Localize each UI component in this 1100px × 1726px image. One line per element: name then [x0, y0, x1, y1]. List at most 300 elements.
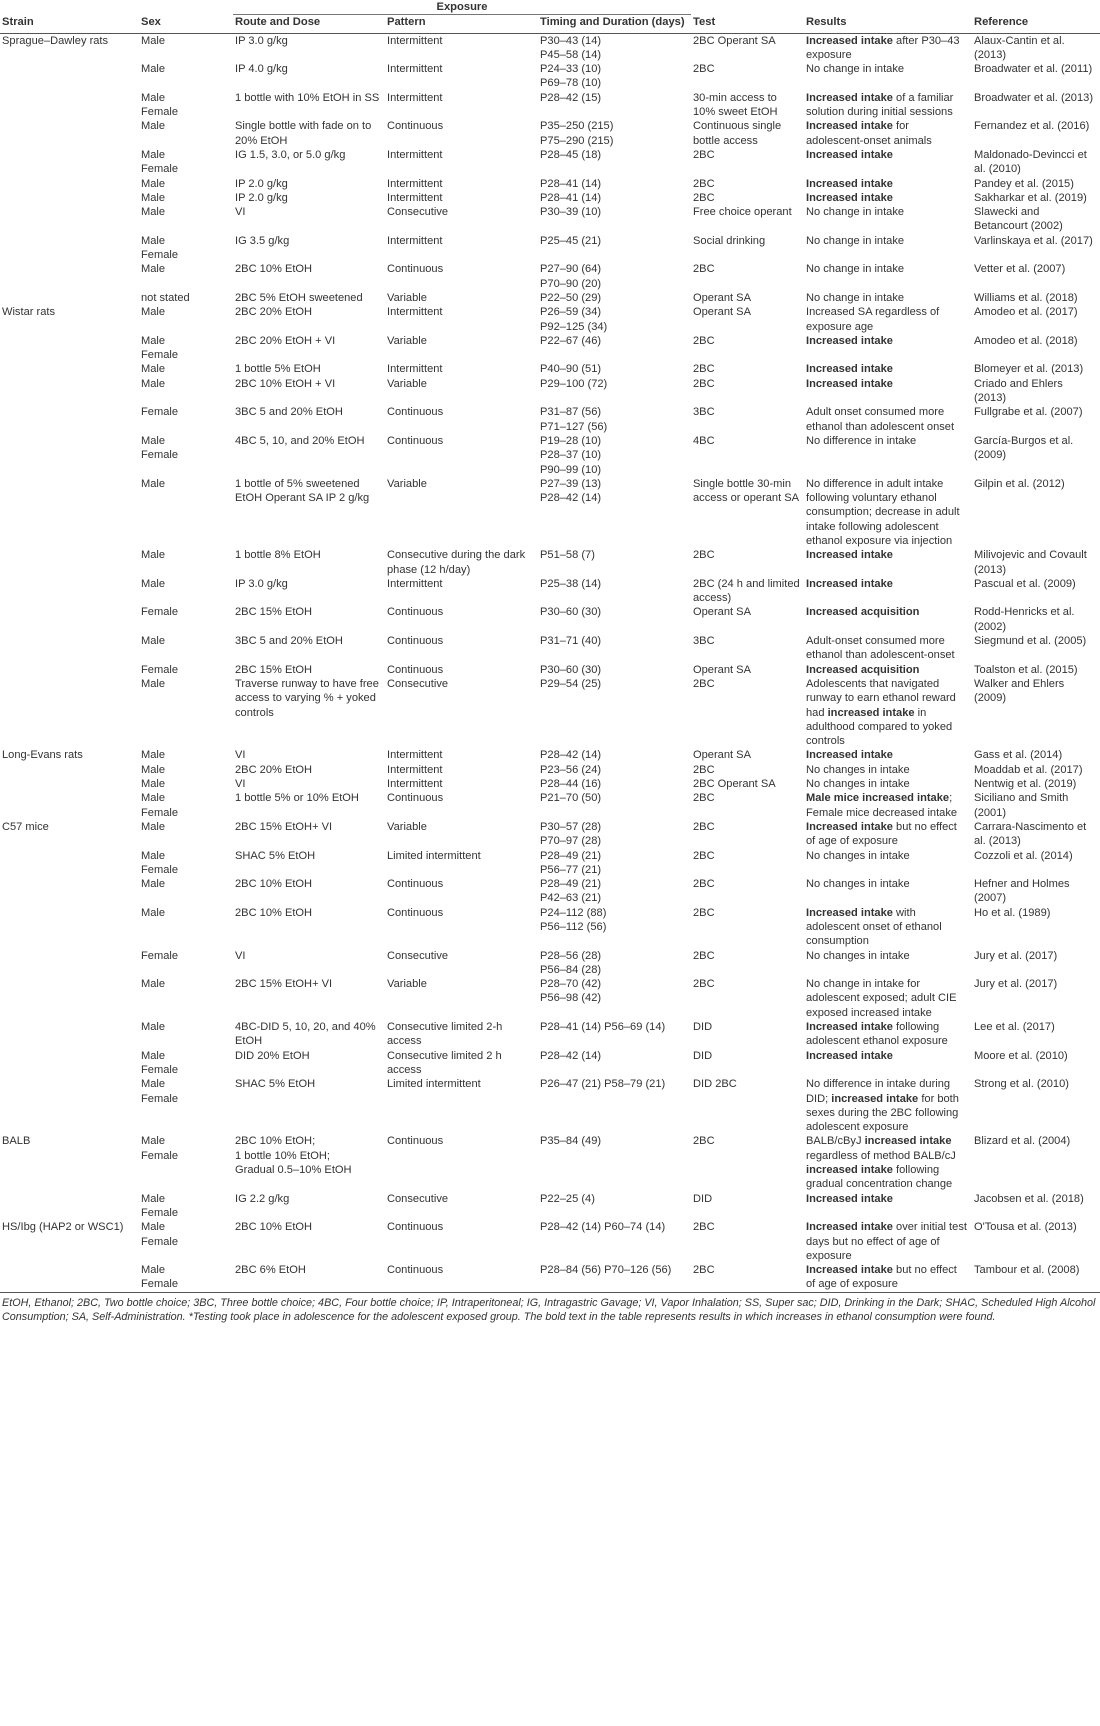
cell-timing: P24–112 (88) P56–112 (56)	[540, 906, 607, 933]
cell-results	[804, 977, 972, 1020]
cell-pattern: Intermittent	[387, 63, 443, 76]
cell-strain: HS/Ibg (HAP2 or WSC1)	[2, 1221, 124, 1234]
cell-test: 2BC	[693, 1221, 715, 1234]
cell-strain	[0, 1077, 139, 1134]
cell-results	[804, 577, 972, 606]
cell-reference: Jury et al. (2017)	[974, 978, 1058, 991]
cell-route: VI	[235, 749, 246, 762]
cell-timing: P28–84 (56) P70–126 (56)	[540, 1264, 672, 1277]
result-text: but no effect of age of exposure	[806, 820, 957, 848]
table-row	[0, 291, 1100, 305]
cell-sex: Male	[141, 549, 166, 562]
cell-reference: O'Tousa et al. (2013)	[974, 1221, 1077, 1234]
cell-reference: Milivojevic and Covault (2013)	[974, 549, 1087, 576]
cell-timing: P26–47 (21) P58–79 (21)	[540, 1078, 666, 1091]
cell-strain	[0, 205, 139, 234]
cell-reference: Alaux-Cantin et al. (2013)	[974, 34, 1065, 61]
cell-timing: P26–59 (34) P92–125 (34)	[540, 306, 608, 333]
cell-test: 3BC	[693, 406, 715, 419]
result-text: No difference in intake	[806, 434, 917, 447]
cell-sex: Male Female	[141, 1135, 178, 1162]
cell-route: VI	[235, 949, 246, 962]
cell-pattern: Continuous	[387, 878, 444, 891]
cell-pattern: Continuous	[387, 406, 444, 419]
cell-sex: Male Female	[141, 234, 178, 262]
cell-results	[804, 191, 972, 205]
col-timing: Timing and Duration (days)	[540, 16, 685, 29]
cell-timing: P21–70 (50)	[540, 792, 602, 805]
cell-sex: Male	[141, 906, 166, 919]
cell-strain	[0, 62, 139, 91]
result-bold-text: Increased acquisition	[806, 663, 920, 676]
cell-reference: Blizard et al. (2004)	[974, 1135, 1071, 1148]
cell-sex: Male Female	[141, 148, 178, 176]
cell-reference: Fullgrabe et al. (2007)	[974, 406, 1083, 419]
cell-timing: P31–87 (56) P71–127 (56)	[540, 406, 608, 433]
cell-timing: P25–45 (21)	[540, 234, 602, 247]
cell-test: 2BC	[693, 263, 715, 276]
table-header	[0, 0, 1100, 33]
cell-strain	[0, 849, 139, 878]
cell-reference: Walker and Ehlers (2009)	[974, 677, 1065, 705]
cell-reference: Rodd-Henricks et al. (2002)	[974, 606, 1075, 633]
cell-strain	[0, 119, 139, 148]
col-results: Results	[806, 15, 847, 28]
cell-pattern: Continuous	[387, 606, 444, 619]
table-row	[0, 191, 1100, 205]
cell-reference: Siciliano and Smith (2001)	[974, 792, 1069, 819]
cell-timing: P35–84 (49)	[540, 1135, 602, 1148]
result-text: but no effect of age of exposure	[806, 1264, 957, 1291]
cell-test: 2BC	[693, 978, 715, 991]
cell-pattern: Continuous	[387, 635, 444, 648]
cell-strain	[0, 377, 139, 406]
cell-strain	[0, 605, 139, 634]
cell-route: SHAC 5% EtOH	[235, 849, 316, 862]
cell-pattern: Consecutive	[387, 1192, 449, 1205]
table-row	[0, 1020, 1100, 1049]
cell-test: Single bottle 30-min access or operant SA	[693, 477, 800, 505]
cell-route: 2BC 10% EtOH; 1 bottle 10% EtOH; Gradual 0.5–10% EtOH	[235, 1135, 352, 1177]
cell-sex: Female	[141, 606, 178, 619]
cell-sex: Male	[141, 677, 166, 690]
cell-pattern: Intermittent	[387, 191, 443, 204]
cell-route: DID 20% EtOH	[235, 1049, 310, 1062]
cell-route: 3BC 5 and 20% EtOH	[235, 635, 343, 648]
cell-route: VI	[235, 206, 246, 219]
cell-route: 2BC 10% EtOH	[235, 906, 313, 919]
result-bold-text: Increased intake	[806, 749, 893, 762]
cell-test: DID	[693, 1049, 713, 1062]
cell-results	[804, 62, 972, 91]
result-bold-text: increased intake	[864, 1135, 952, 1148]
cell-route: SHAC 5% EtOH	[235, 1078, 316, 1091]
result-text: No difference in intake during DID;	[806, 1078, 951, 1105]
cell-route: 2BC 15% EtOH+ VI	[235, 978, 333, 991]
cell-sex: Male Female	[141, 1221, 178, 1248]
result-bold-text: Increased intake	[806, 1021, 893, 1034]
result-bold-text: Increased intake	[806, 34, 893, 47]
table-row	[0, 362, 1100, 376]
table-row	[0, 906, 1100, 949]
cell-sex: Male	[141, 749, 166, 762]
result-text: Increased SA regardless of exposure age	[806, 306, 940, 333]
cell-test: DID	[693, 1192, 713, 1205]
cell-timing: P27–90 (64) P70–90 (20)	[540, 263, 602, 290]
cell-test: 2BC (24 h and limited access)	[693, 577, 800, 605]
cell-results	[804, 119, 972, 148]
cell-sex: Male	[141, 1021, 166, 1034]
cell-timing: P29–54 (25)	[540, 677, 602, 690]
table-row	[0, 763, 1100, 777]
cell-results	[804, 777, 972, 791]
cell-pattern: Consecutive	[387, 206, 449, 219]
cell-pattern: Intermittent	[387, 763, 443, 776]
cell-pattern: Consecutive during the dark phase (12 h/day)	[387, 549, 526, 576]
result-bold-text: Increased intake	[806, 91, 893, 104]
cell-sex: Male	[141, 763, 166, 776]
cell-test: 2BC	[693, 148, 715, 161]
cell-pattern: Intermittent	[387, 177, 443, 190]
cell-timing: P22–50 (29)	[540, 291, 602, 304]
cell-reference: Blomeyer et al. (2013)	[974, 363, 1084, 376]
result-bold-text: Increased intake	[806, 148, 893, 161]
cell-strain	[0, 1192, 139, 1221]
table-row	[0, 62, 1100, 91]
cell-pattern: Intermittent	[387, 234, 443, 247]
cell-test: 2BC Operant SA	[693, 34, 776, 47]
cell-timing: P25–38 (14)	[540, 577, 602, 590]
cell-route: 2BC 10% EtOH	[235, 878, 313, 891]
cell-route: 2BC 15% EtOH+ VI	[235, 820, 333, 833]
cell-strain: Long-Evans rats	[2, 749, 83, 762]
cell-results	[804, 820, 972, 849]
cell-pattern: Consecutive limited 2 h access	[387, 1049, 502, 1076]
result-bold-text: increased intake	[827, 706, 915, 719]
cell-pattern: Intermittent	[387, 34, 443, 47]
cell-route: 4BC-DID 5, 10, 20, and 40% EtOH	[235, 1021, 376, 1048]
result-bold-text: Increased intake	[806, 1264, 893, 1277]
cell-sex: Male	[141, 306, 166, 319]
cell-results	[804, 677, 972, 748]
table-row	[0, 305, 1100, 334]
cell-pattern: Consecutive limited 2-h access	[387, 1021, 503, 1048]
cell-strain	[0, 977, 139, 1020]
col-test: Test	[693, 15, 716, 28]
cell-results	[804, 477, 972, 548]
cell-sex: Male	[141, 34, 166, 47]
table-row	[0, 748, 1100, 762]
cell-timing: P28–70 (42) P56–98 (42)	[540, 978, 602, 1005]
cell-reference: Lee et al. (2017)	[974, 1021, 1055, 1034]
cell-sex: Male Female	[141, 434, 178, 462]
cell-reference: Williams et al. (2018)	[974, 291, 1078, 304]
cell-timing: P28–49 (21) P56–77 (21)	[540, 849, 602, 876]
cell-route: IP 3.0 g/kg	[235, 34, 288, 47]
cell-reference: Amodeo et al. (2017)	[974, 306, 1078, 319]
cell-results	[804, 362, 972, 376]
col-reference: Reference	[974, 15, 1029, 28]
table-row	[0, 205, 1100, 234]
cell-sex: Male	[141, 177, 166, 190]
cell-pattern: Continuous	[387, 434, 444, 447]
cell-sex: Male	[141, 878, 166, 891]
cell-test: 3BC	[693, 635, 715, 648]
result-text: No changes in intake	[806, 878, 910, 891]
cell-route: 1 bottle with 10% EtOH in SS	[235, 91, 380, 104]
table-row	[0, 820, 1100, 849]
cell-strain	[0, 334, 139, 363]
cell-route: 1 bottle 5% or 10% EtOH	[235, 792, 359, 805]
cell-reference: Nentwig et al. (2019)	[974, 778, 1077, 791]
cell-test: 2BC	[693, 677, 715, 690]
result-text: No change in intake	[806, 234, 905, 247]
cell-pattern: Continuous	[387, 1135, 444, 1148]
cell-results	[804, 763, 972, 777]
cell-pattern: Consecutive	[387, 677, 449, 690]
cell-pattern: Variable	[387, 978, 427, 991]
cell-pattern: Continuous	[387, 906, 444, 919]
cell-test: 2BC	[693, 377, 715, 390]
cell-timing: P30–60 (30)	[540, 663, 602, 676]
cell-pattern: Limited intermittent	[387, 849, 481, 862]
cell-results	[804, 877, 972, 906]
cell-strain	[0, 663, 139, 677]
cell-route: 2BC 20% EtOH + VI	[235, 334, 336, 347]
cell-timing: P27–39 (13) P28–42 (14)	[540, 477, 602, 505]
cell-sex: Female	[141, 663, 178, 676]
cell-strain	[0, 1020, 139, 1049]
cell-pattern: Variable	[387, 291, 427, 304]
cell-reference: Sakharkar et al. (2019)	[974, 191, 1087, 204]
cell-pattern: Intermittent	[387, 91, 443, 104]
result-text: No change in intake for adolescent exposed; adult CIE exposed increased intake	[806, 978, 957, 1019]
cell-pattern: Continuous	[387, 120, 444, 133]
result-bold-text: Increased intake	[806, 549, 893, 562]
cell-timing: P28–42 (14) P60–74 (14)	[540, 1221, 666, 1234]
table-row	[0, 849, 1100, 878]
result-text: Adolescents that navigated runway to earn ethanol reward had	[806, 677, 956, 719]
result-text: No change in intake	[806, 291, 905, 304]
cell-results	[804, 1020, 972, 1049]
cell-sex: Male	[141, 377, 166, 390]
cell-sex: Male Female	[141, 849, 178, 876]
result-bold-text: Increased intake	[806, 177, 893, 190]
table-row	[0, 33, 1100, 62]
table-row	[0, 405, 1100, 434]
cell-strain	[0, 291, 139, 305]
cell-reference: Ho et al. (1989)	[974, 906, 1051, 919]
table-row	[0, 605, 1100, 634]
cell-pattern: Consecutive	[387, 949, 449, 962]
cell-route: IP 2.0 g/kg	[235, 191, 288, 204]
result-text: for both sexes during the 2BC following adolescent exposure	[806, 1092, 959, 1134]
cell-reference: Cozzoli et al. (2014)	[974, 849, 1073, 862]
result-bold-text: Increased intake	[806, 906, 893, 919]
cell-pattern: Limited intermittent	[387, 1078, 481, 1091]
cell-results	[804, 1049, 972, 1078]
table-row	[0, 119, 1100, 148]
result-bold-text: Increased intake	[806, 1049, 893, 1062]
cell-sex: Male Female	[141, 1264, 178, 1291]
cell-reference: Carrara-Nascimento et al. (2013)	[974, 820, 1087, 848]
cell-reference: Fernandez et al. (2016)	[974, 120, 1090, 133]
cell-pattern: Intermittent	[387, 306, 443, 319]
cell-timing: P30–60 (30)	[540, 606, 602, 619]
result-text: regardless of method BALB/cJ	[806, 1149, 956, 1162]
cell-timing: P28–41 (14) P56–69 (14)	[540, 1021, 666, 1034]
cell-sex: Male	[141, 191, 166, 204]
cell-route: Single bottle with fade on to 20% EtOH	[235, 120, 372, 147]
cell-test: 2BC	[693, 334, 715, 347]
table-row	[0, 577, 1100, 606]
cell-results	[804, 634, 972, 663]
result-bold-text: Increased intake	[806, 191, 893, 204]
col-strain: Strain	[2, 15, 34, 28]
cell-route: 2BC 6% EtOH	[235, 1264, 306, 1277]
cell-sex: Male	[141, 635, 166, 648]
cell-strain	[0, 791, 139, 820]
cell-route: IP 4.0 g/kg	[235, 63, 288, 76]
cell-strain	[0, 91, 139, 120]
cell-timing: P23–56 (24)	[540, 763, 602, 776]
cell-route: 2BC 20% EtOH	[235, 763, 313, 776]
cell-route: VI	[235, 778, 246, 791]
cell-test: 2BC	[693, 792, 715, 805]
cell-strain	[0, 634, 139, 663]
cell-timing: P28–41 (14)	[540, 191, 602, 204]
cell-strain	[0, 1263, 139, 1292]
cell-results	[804, 377, 972, 406]
cell-results	[804, 1134, 972, 1191]
cell-strain	[0, 362, 139, 376]
cell-timing: P30–57 (28) P70–97 (28)	[540, 820, 602, 848]
cell-results	[804, 1192, 972, 1221]
cell-results	[804, 791, 972, 820]
result-text: Adult-onset consumed more ethanol than adolescent-onset	[806, 635, 955, 662]
cell-results	[804, 405, 972, 434]
cell-test: DID	[693, 1021, 713, 1034]
cell-results	[804, 849, 972, 878]
table-row	[0, 234, 1100, 263]
cell-results	[804, 434, 972, 477]
cell-sex: Female	[141, 949, 178, 962]
cell-sex: Male	[141, 820, 166, 833]
table-row	[0, 434, 1100, 477]
result-bold-text: increased intake	[806, 1164, 893, 1177]
result-text: No changes in intake	[806, 763, 910, 776]
result-text: after P30–43 exposure	[806, 34, 960, 61]
table-row	[0, 877, 1100, 906]
cell-reference: Tambour et al. (2008)	[974, 1264, 1080, 1277]
cell-reference: Pandey et al. (2015)	[974, 177, 1074, 190]
cell-test: 2BC	[693, 191, 715, 204]
cell-timing: P28–44 (16)	[540, 778, 602, 791]
cell-timing: P19–28 (10) P28–37 (10) P90–99 (10)	[540, 434, 602, 476]
cell-test: Operant SA	[693, 749, 751, 762]
cell-results	[804, 605, 972, 634]
result-bold-text: Increased intake	[806, 334, 893, 347]
cell-route: 2BC 10% EtOH	[235, 1221, 313, 1234]
result-text: No change in intake	[806, 206, 905, 219]
cell-results	[804, 205, 972, 234]
cell-pattern: Continuous	[387, 663, 444, 676]
cell-route: 3BC 5 and 20% EtOH	[235, 406, 343, 419]
result-text: No changes in intake	[806, 849, 910, 862]
table-row	[0, 1134, 1100, 1191]
table-row	[0, 1049, 1100, 1078]
cell-timing: P35–250 (215) P75–290 (215)	[540, 120, 614, 147]
cell-reference: Jury et al. (2017)	[974, 949, 1058, 962]
cell-timing: P28–45 (18)	[540, 148, 602, 161]
result-text: following gradual concentration change	[806, 1164, 953, 1191]
result-bold-text: Increased intake	[806, 820, 893, 833]
cell-strain	[0, 777, 139, 791]
cell-timing: P28–41 (14)	[540, 177, 602, 190]
cell-timing: P28–49 (21) P42–63 (21)	[540, 878, 602, 905]
result-bold-text: Increased intake	[806, 1221, 893, 1234]
cell-pattern: Variable	[387, 377, 427, 390]
cell-strain: Sprague–Dawley rats	[2, 34, 109, 47]
result-text: No change in intake	[806, 63, 905, 76]
table-row	[0, 177, 1100, 191]
cell-reference: Broadwater et al. (2011)	[974, 63, 1093, 76]
result-bold-text: Increased intake	[806, 363, 893, 376]
cell-results	[804, 748, 972, 762]
cell-results	[804, 334, 972, 363]
cell-test: 2BC Operant SA	[693, 778, 776, 791]
cell-strain: Wistar rats	[2, 306, 56, 319]
cell-reference: Strong et al. (2010)	[974, 1078, 1069, 1091]
table-row	[0, 548, 1100, 577]
result-text: for adolescent-onset animals	[806, 120, 932, 147]
cell-reference: García-Burgos et al. (2009)	[974, 434, 1074, 462]
cell-sex: Male Female	[141, 1192, 178, 1219]
cell-timing: P51–58 (7)	[540, 549, 595, 562]
exposure-group-header: Exposure	[233, 0, 691, 15]
table-row	[0, 663, 1100, 677]
cell-strain	[0, 405, 139, 434]
table-row	[0, 1263, 1100, 1292]
cell-strain	[0, 548, 139, 577]
cell-strain	[0, 1049, 139, 1078]
table-row	[0, 377, 1100, 406]
cell-reference: Toalston et al. (2015)	[974, 663, 1078, 676]
cell-results	[804, 291, 972, 305]
cell-test: 2BC	[693, 906, 715, 919]
result-text: in adulthood compared to yoked controls	[806, 706, 953, 748]
cell-strain	[0, 234, 139, 263]
cell-reference: Hefner and Holmes (2007)	[974, 878, 1070, 905]
cell-results	[804, 906, 972, 949]
cell-sex: Male	[141, 120, 166, 133]
cell-reference: Moore et al. (2010)	[974, 1049, 1068, 1062]
table-body	[0, 33, 1100, 1292]
result-bold-text: Increased intake	[806, 120, 893, 133]
cell-pattern: Intermittent	[387, 577, 443, 590]
cell-test: 2BC	[693, 849, 715, 862]
cell-test: 2BC	[693, 63, 715, 76]
cell-results	[804, 33, 972, 62]
cell-route: IG 1.5, 3.0, or 5.0 g/kg	[235, 148, 346, 161]
table-row	[0, 791, 1100, 820]
cell-route: 2BC 10% EtOH + VI	[235, 377, 336, 390]
cell-test: 2BC	[693, 763, 715, 776]
cell-reference: Criado and Ehlers (2013)	[974, 377, 1063, 405]
cell-pattern: Continuous	[387, 1221, 444, 1234]
cell-test: Operant SA	[693, 306, 751, 319]
cell-sex: Male	[141, 263, 166, 276]
